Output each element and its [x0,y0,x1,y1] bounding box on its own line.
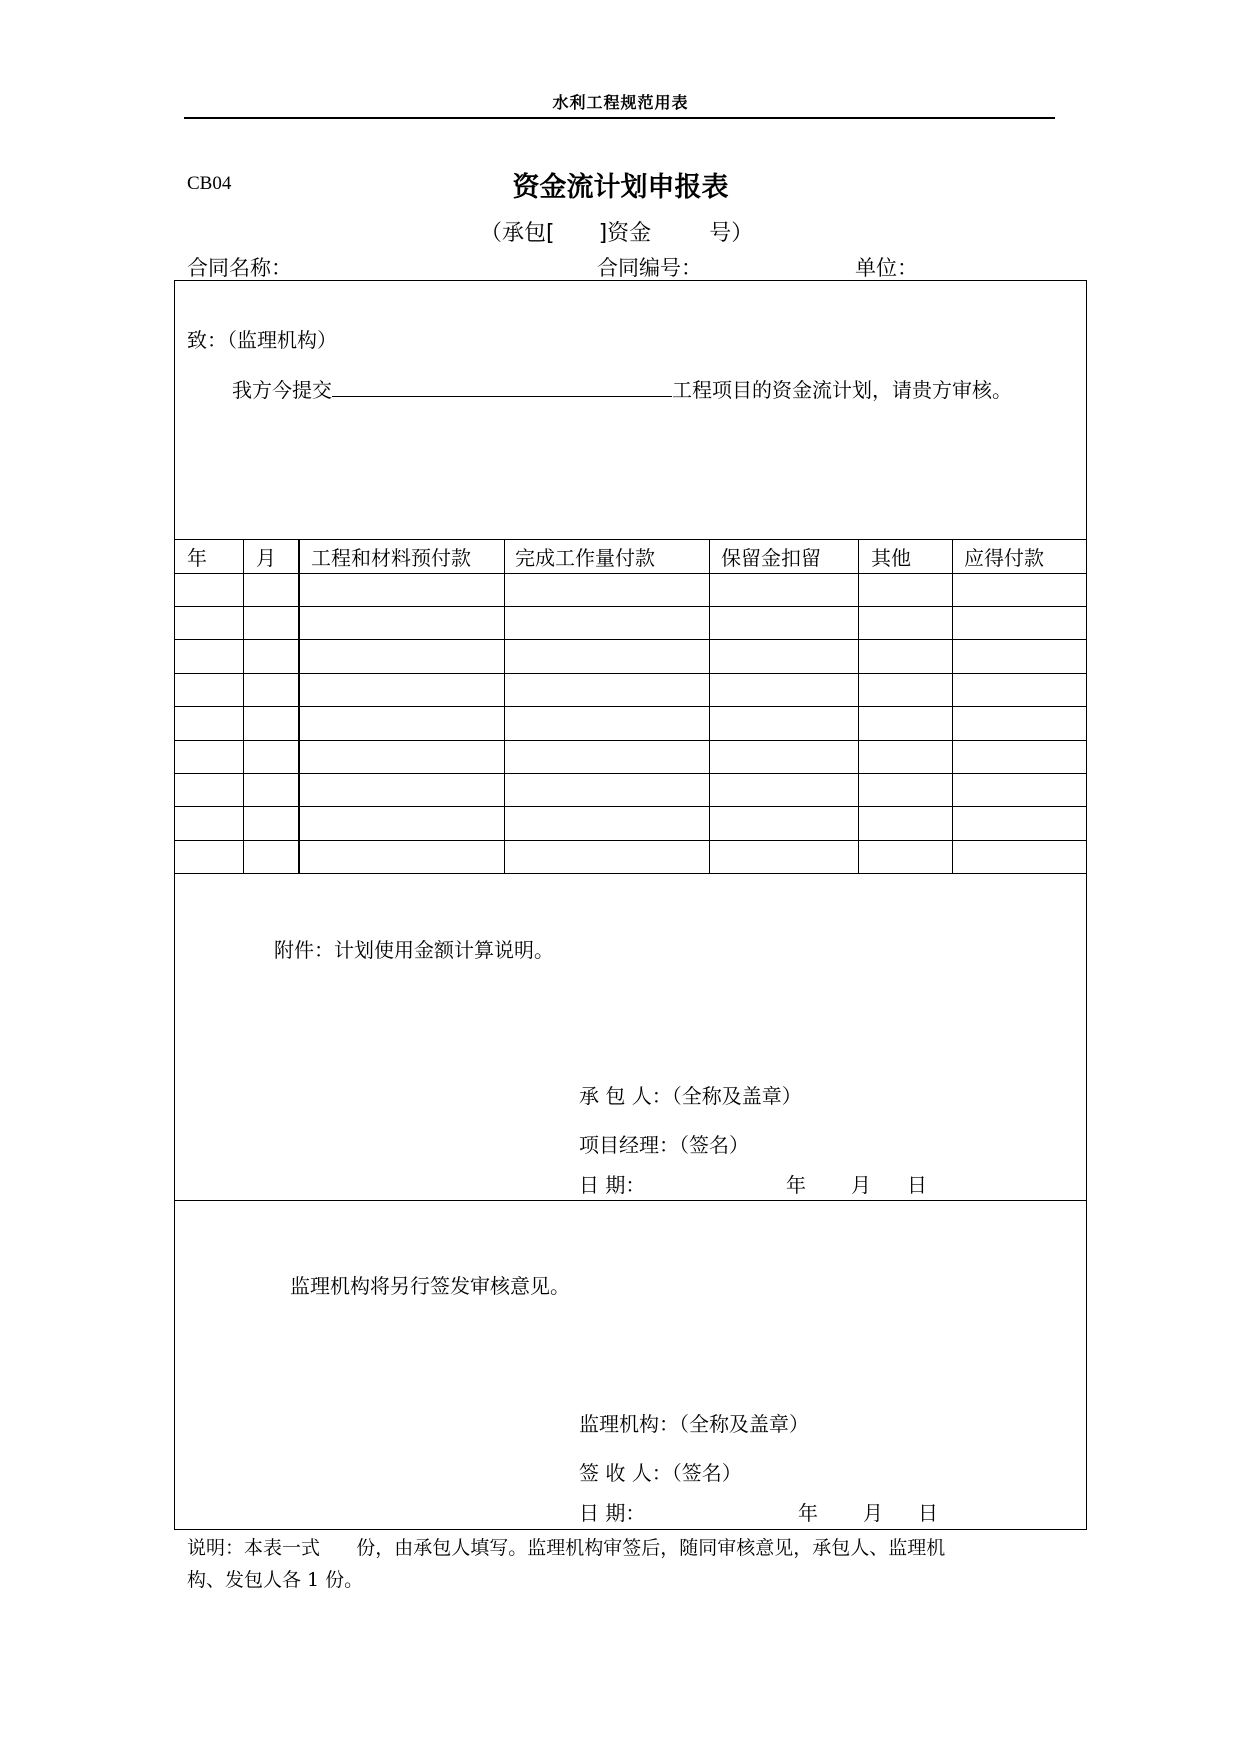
contractor-date-label: 日 期： [579,1173,646,1197]
table-row-rule [174,806,1087,807]
supervisor-org-label: 监理机构：（全称及盖章） [579,1412,809,1436]
table-col-rule [952,539,953,873]
footer-note-line2: 构、发包人各 1 份。 [187,1569,364,1591]
attachment-note: 附件：计划使用金额计算说明。 [274,938,554,962]
subtitle-part3: 号） [709,221,754,246]
table-col-rule [858,539,859,873]
subtitle-part1: （承包[ [480,221,555,246]
table-header-advance-payment: 工程和材料预付款 [311,546,471,570]
table-row-rule [174,673,1087,674]
table-header-year: 年 [187,546,207,570]
table-row-rule [174,740,1087,741]
table-header-rule [174,573,1087,574]
unit-label: 单位： [855,256,918,280]
supervisor-date-label: 日 期： [579,1501,646,1525]
receiver-label: 签 收 人：（签名） [579,1461,742,1485]
table-col-rule [709,539,710,873]
supervisor-date-day: 日 [918,1501,938,1525]
submission-text-after: 工程项目的资金流计划，请贵方审核。 [672,378,1012,402]
contractor-date-month: 月 [851,1173,871,1197]
table-bottom-rule [174,873,1087,874]
form-code: CB04 [187,173,232,194]
table-top-rule [174,539,1087,540]
footer-note-line1: 说明：本表一式 份，由承包人填写。监理机构审签后，随同审核意见，承包人、监理机 [187,1537,946,1559]
header-rule [184,117,1055,119]
contract-no-label: 合同编号： [597,256,702,280]
table-col-rule [298,539,300,873]
supervisor-date-year: 年 [798,1501,818,1525]
contractor-date-day: 日 [907,1173,927,1197]
table-row-rule [174,773,1087,774]
form-frame [174,280,1087,1530]
subtitle-part2: ]资金 [598,221,652,246]
form-title: 资金流计划申报表 [512,172,729,203]
project-manager-label: 项目经理：（签名） [579,1133,749,1157]
table-row-rule [174,840,1087,841]
addressee-label: 致：（监理机构） [187,328,337,352]
supervisor-opinion-note: 监理机构将另行签发审核意见。 [290,1274,570,1298]
table-col-rule [243,539,244,873]
submission-statement [232,374,1012,403]
contractor-party-label: 承 包 人：（全称及盖章） [579,1084,802,1108]
table-header-retention: 保留金扣留 [721,546,821,570]
contractor-date-year: 年 [786,1173,806,1197]
table-header-other: 其他 [871,546,911,570]
table-row-rule [174,706,1087,707]
table-header-work-payment: 完成工作量付款 [515,546,655,570]
contract-name-label: 合同名称： [187,256,292,280]
table-col-rule [504,539,505,873]
submission-text-before: 我方今提交 [232,378,332,402]
table-header-payable: 应得付款 [964,546,1044,570]
table-row-rule [174,606,1087,607]
supervisor-date-month: 月 [863,1501,883,1525]
section-divider [174,1200,1087,1201]
standard-header: 水利工程规范用表 [552,93,689,112]
form-subtitle [480,216,753,247]
table-row-rule [174,639,1087,640]
table-header-month: 月 [256,546,276,570]
project-name-blank[interactable] [332,396,672,397]
